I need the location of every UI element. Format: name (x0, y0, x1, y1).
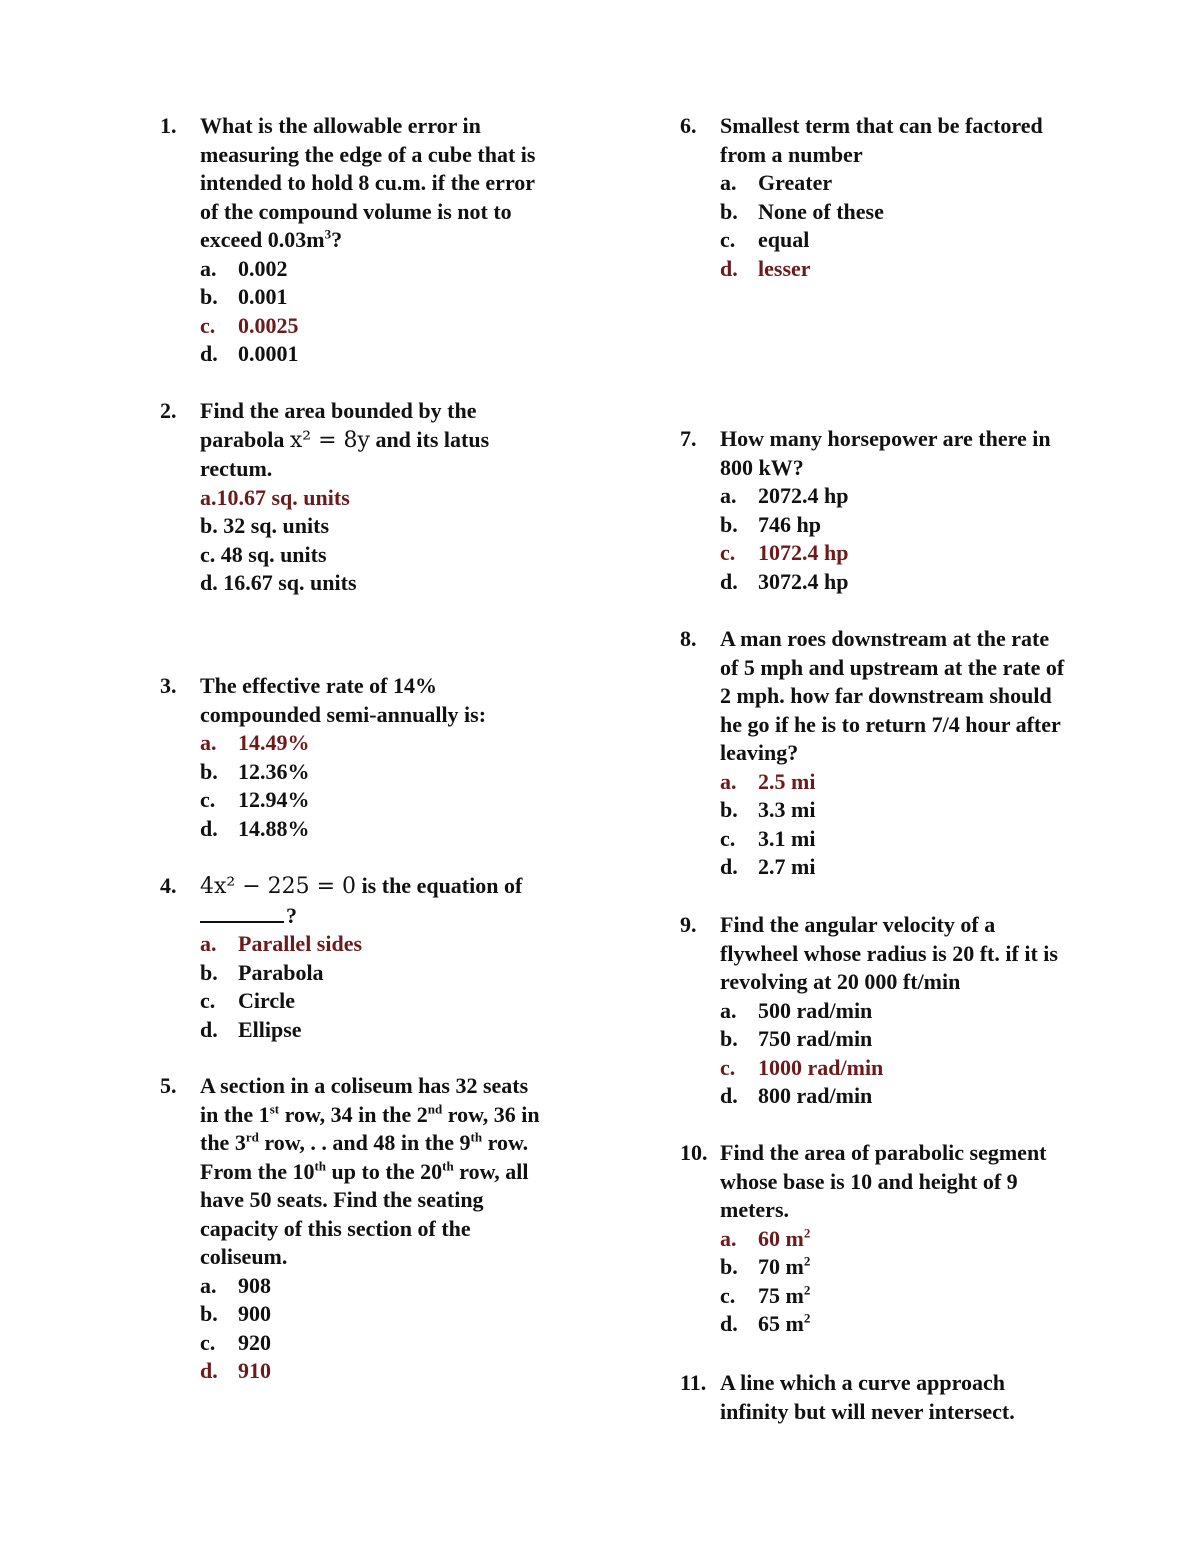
question-text-line: exceed $0.03m^3$? (200, 226, 343, 252)
question-5-stem (160, 1072, 590, 1272)
option-d[interactable]: d. 16.67 sq. units (200, 570, 357, 595)
question-text-line: Find the area of parabolic segment (720, 1140, 1047, 1165)
question-5 (160, 1072, 590, 1386)
question-text-line: What is the allowable error in (200, 113, 481, 138)
question-text-line: he go if he is to return 7/4 hour after (720, 711, 1061, 737)
option-a-answer[interactable]: a.10.67 sq. units (200, 484, 350, 510)
option-d[interactable]: d. 800 rad/min (720, 1083, 873, 1108)
parabola-equation: x² = 8y (289, 427, 370, 453)
question-text-line: meters. (720, 1197, 790, 1222)
option-a-answer[interactable]: a. 60 $m^2$ (720, 1225, 811, 1251)
question-number: 8. (680, 626, 697, 651)
question-text-line: compounded semi-annually is: (200, 701, 487, 727)
option-c-answer[interactable]: c. 1000 rad/min (720, 1054, 884, 1080)
question-text-line: have 50 seats. Find the seating (200, 1187, 484, 1212)
question-text-line: from a number (720, 141, 863, 167)
option-a-answer[interactable]: a. Parallel sides (200, 931, 363, 956)
question-8-stem (680, 625, 1120, 768)
question-text-line: parabola x² = 8y and its latus (200, 426, 490, 453)
options-list (680, 169, 1120, 283)
options-list (160, 1272, 590, 1386)
option-b[interactable]: b. 746 hp (720, 511, 821, 537)
option-d-answer[interactable]: d. lesser (720, 255, 811, 281)
option-d[interactable]: d. Ellipse (200, 1016, 302, 1042)
option-d[interactable]: d. 0.0001 (200, 341, 299, 366)
option-b[interactable]: b. 12.36% (200, 758, 310, 784)
question-number: 6. (680, 113, 697, 138)
question-1-stem (160, 112, 580, 255)
question-text-line: A line which a curve approach (720, 1370, 1006, 1395)
question-text-line: coliseum. (200, 1244, 288, 1269)
option-d[interactable]: d. 3072.4 hp (720, 568, 849, 594)
question-number: 11. (680, 1370, 707, 1395)
question-2-stem (160, 397, 580, 484)
option-a-answer[interactable]: a. 2.5 mi (720, 768, 816, 794)
question-text-line: leaving? (720, 740, 799, 765)
question-number: 5. (160, 1073, 177, 1098)
question-text-line: whose base is 10 and height of 9 (720, 1168, 1018, 1194)
question-text-line: 4x² − 225 = 0 is the equation of (200, 873, 523, 899)
option-d[interactable]: d. 65 $m^2$ (720, 1310, 811, 1336)
option-b[interactable]: b. 0.001 (200, 284, 288, 309)
option-c[interactable]: c. equal (720, 227, 810, 252)
question-4 (160, 872, 580, 1044)
question-text-line: Find the area bounded by the (200, 398, 477, 423)
question-text-line: From the 10th up to the 20th row, all (200, 1158, 529, 1184)
question-text-line: intended to hold 8 cu.m. if the error (200, 170, 536, 195)
question-11-stem (680, 1369, 1120, 1426)
question-7-stem (680, 425, 1120, 482)
option-b[interactable]: b. 32 sq. units (200, 513, 330, 538)
question-10-stem (680, 1139, 1120, 1225)
option-a-answer[interactable]: a. 14.49% (200, 730, 310, 755)
question-text-line: of the compound volume is not to (200, 198, 512, 224)
option-d[interactable]: d. 2.7 mi (720, 854, 816, 879)
question-text-line: ? (200, 902, 580, 931)
option-c[interactable]: c. 48 sq. units (200, 541, 327, 567)
question-8 (680, 625, 1120, 882)
question-9-stem (680, 911, 1120, 997)
question-number: 10. (680, 1140, 708, 1165)
question-10 (680, 1139, 1120, 1339)
option-c[interactable]: c. 75 $m^2$ (720, 1282, 811, 1308)
option-a[interactable]: a. 908 (200, 1272, 271, 1298)
options-list (680, 482, 1120, 596)
option-c-answer[interactable]: c. 0.0025 (200, 312, 299, 338)
question-number: 9. (680, 912, 697, 937)
options-list (680, 1225, 1120, 1339)
option-c[interactable]: c. 3.1 mi (720, 825, 816, 851)
question-text-line: in the 1st row, 34 in the 2nd row, 36 in (200, 1101, 540, 1127)
option-c[interactable]: c. 920 (200, 1329, 271, 1355)
question-text-line: capacity of this section of the (200, 1215, 471, 1241)
question-text-line: Smallest term that can be factored (720, 113, 1043, 138)
question-text-line: 800 kW? (720, 454, 804, 480)
question-number: 4. (160, 873, 177, 898)
question-text-line: A man roes downstream at the rate (720, 626, 1050, 651)
option-a[interactable]: a. 2072.4 hp (720, 483, 849, 508)
option-d[interactable]: d. 14.88% (200, 815, 310, 841)
option-c-answer[interactable]: c. 1072.4 hp (720, 540, 849, 565)
options-list (680, 768, 1120, 882)
question-text-line: of 5 mph and upstream at the rate of (720, 654, 1065, 680)
question-text-line: 2 mph. how far downstream should (720, 683, 1052, 708)
answer-blank (200, 921, 284, 923)
ellipse-equation: 4x² − 225 = 0 (200, 874, 357, 899)
question-number: 3. (160, 673, 177, 698)
question-2 (160, 397, 580, 598)
question-text-line: Find the angular velocity of a (720, 912, 996, 937)
question-number: 2. (160, 398, 177, 423)
option-c[interactable]: c. Circle (200, 988, 296, 1013)
option-a[interactable]: a. 500 rad/min (720, 997, 873, 1023)
question-1 (160, 112, 580, 369)
question-text-line: rectum. (200, 456, 273, 481)
question-9 (680, 911, 1120, 1111)
question-text-line: How many horsepower are there in (720, 426, 1051, 451)
question-text-line: measuring the edge of a cube that is (200, 141, 536, 167)
question-text-line: infinity but will never intersect. (720, 1398, 1015, 1424)
option-b[interactable]: b. Parabola (200, 959, 324, 985)
question-text-line: the 3rd row, . . and 48 in the 9th row. (200, 1129, 529, 1155)
option-d-answer[interactable]: d. 910 (200, 1358, 271, 1383)
question-6-stem (680, 112, 1120, 169)
options-list (160, 255, 580, 369)
question-6 (680, 112, 1120, 283)
question-7 (680, 425, 1120, 596)
options-list (160, 729, 580, 843)
question-number: 7. (680, 426, 697, 451)
question-text-line: revolving at 20 000 ft/min (720, 969, 961, 994)
option-b[interactable]: b. None of these (720, 198, 884, 224)
option-c[interactable]: c. 12.94% (200, 787, 310, 812)
option-a[interactable]: a. Greater (720, 170, 833, 195)
question-number: 1. (160, 113, 177, 138)
question-4-stem (160, 872, 580, 930)
options-list (160, 484, 580, 598)
option-b[interactable]: b. 900 (200, 1301, 271, 1326)
option-b[interactable]: b. 750 rad/min (720, 1026, 873, 1051)
question-11 (680, 1369, 1120, 1426)
question-3 (160, 672, 580, 843)
option-a[interactable]: a. 0.002 (200, 255, 288, 281)
options-list (160, 930, 580, 1044)
option-b[interactable]: b. 3.3 mi (720, 797, 816, 822)
question-text-line: The effective rate of 14% (200, 673, 438, 698)
question-text-line: A section in a coliseum has 32 seats (200, 1073, 529, 1098)
question-3-stem (160, 672, 580, 729)
options-list (680, 997, 1120, 1111)
question-text-line: flywheel whose radius is 20 ft. if it is (720, 940, 1058, 966)
option-b[interactable]: b. 70 $m^2$ (720, 1253, 811, 1279)
